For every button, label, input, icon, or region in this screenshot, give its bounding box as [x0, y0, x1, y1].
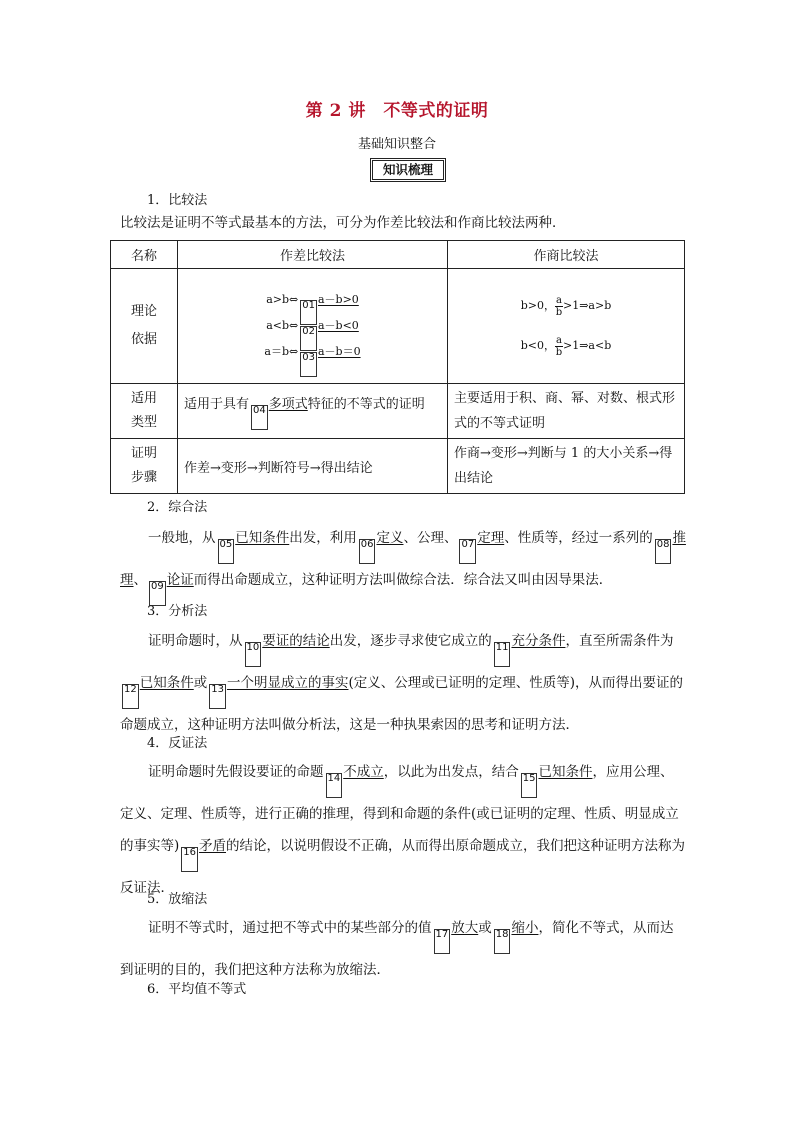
row-label-steps: 证明 步骤 [111, 439, 178, 494]
fill-answer: 放大 [451, 920, 479, 936]
diff-line-1: a>b⇔ 01 a－b>0 [184, 287, 441, 313]
comparison-table [110, 240, 685, 494]
page-title: 第 2 讲 不等式的证明 [305, 101, 489, 121]
blank-number: 11 [494, 642, 511, 667]
blank-number: 07 [459, 539, 476, 564]
blank-number: 04 [251, 405, 268, 430]
row-label-applicable: 适用 类型 [111, 384, 178, 439]
synthesis-paragraph: 一般地，从 05 已知条件出发，利用 06 定义、公理、 07 定理、性质等，经过一系列的 08 推理、 09 论证而得出命题成立，这种证明方法叫做综合法．综合法又叫由因导果法． [120, 522, 686, 606]
blank-number: 15 [521, 773, 538, 798]
quot-applicable-cell: 主要适用于积、商、幂、对数、根式形式的不等式证明 [448, 384, 685, 439]
heading-contradiction-method: 4．反证法 [147, 736, 208, 751]
fill-answer: 已知条件 [235, 530, 290, 546]
blank-number: 13 [209, 684, 226, 709]
heading-comparison-method: 1．比较法 [147, 193, 208, 208]
heading-scaling-method: 5．放缩法 [147, 892, 208, 907]
fill-answer: 缩小 [511, 920, 539, 936]
blank-number: 18 [494, 929, 511, 954]
fill-answer: 定义 [376, 530, 404, 546]
quot-steps-cell: 作商→变形→判断与 1 的大小关系→得出结论 [448, 439, 685, 494]
fill-answer: 多项式 [268, 396, 308, 412]
blank-number: 09 [149, 581, 166, 606]
blank-number: 02 [300, 326, 317, 351]
blank-number: 03 [300, 352, 317, 377]
blank-number: 17 [434, 929, 451, 954]
row-label-basis: 理论 依据 [111, 269, 178, 384]
blank-number: 05 [218, 539, 235, 564]
quot-line-1: b>0， $\frac{a}{b}$ >1⇒a>b [520, 294, 612, 318]
header-name: 名称 [111, 241, 178, 269]
fill-answer: 矛盾 [199, 838, 227, 854]
diff-basis-cell [178, 269, 448, 384]
comparison-intro: 比较法是证明不等式最基本的方法，可分为作差比较法和作商比较法两种． [120, 215, 566, 231]
diff-line-2: a<b⇔ 02 a－b<0 [184, 313, 441, 339]
blank-number: 16 [181, 847, 198, 872]
blank-number: 08 [655, 539, 672, 564]
table-header-row [111, 241, 685, 269]
analysis-paragraph: 证明命题时，从 10 要证的结论出发，逐步寻求使它成立的 11 充分条件，直至所需条件为12 已知条件或 13 一个明显成立的事实(定义、公理或已证明的定理、性质等)，从而得出要证的命题成立，这种证明方法叫做分析法，这是一种执果索因的思考和证明方法． [120, 633, 684, 733]
fill-answer: 一个明显成立的事实 [226, 675, 349, 691]
fill-answer: 要证的结论 [262, 633, 330, 649]
fill-answer: 充分条件 [511, 633, 566, 649]
header-diff: 作差比较法 [178, 241, 448, 269]
table-row-applicable [111, 384, 685, 439]
boxed-heading: 知识梳理 [372, 160, 444, 180]
heading-mean-inequality: 6．平均值不等式 [147, 982, 247, 997]
fraction: $\frac{a}{b}$ [555, 334, 563, 358]
fill-answer: 已知条件 [139, 675, 194, 691]
blank-number: 12 [122, 684, 139, 709]
diff-steps-cell: 作差→变形→判断符号→得出结论 [178, 439, 448, 494]
quot-line-2: b<0， $\frac{a}{b}$ >1⇒a<b [520, 334, 612, 358]
fill-answer: 不成立 [343, 764, 384, 780]
fill-answer: 论证 [166, 572, 194, 588]
blank-number: 06 [359, 539, 376, 564]
blank-number: 10 [245, 642, 262, 667]
scaling-paragraph: 证明不等式时，通过把不等式中的某些部分的值 17 放大或 18 缩小，简化不等式，从而达到证明的目的，我们把这种方法称为放缩法． [120, 920, 674, 978]
table-row-steps [111, 439, 685, 494]
header-quot: 作商比较法 [448, 241, 685, 269]
diff-line-3: a＝b⇔ 03 a－b＝0 [184, 339, 441, 365]
contradiction-paragraph: 证明命题时先假设要证的命题 14 不成立，以此为出发点，结合 15 已知条件，应用公理、定义、定理、性质等，进行正确的推理，得到和命题的条件(或已证明的定理、性质、明显成立的事实等) 16 矛盾的结论，以说明假设不正确，从而得出原命题成立，我们把这种证明方法称为反证法． [120, 764, 686, 896]
fraction: $\frac{a}{b}$ [555, 294, 563, 318]
heading-synthesis-method: 2．综合法 [147, 500, 208, 515]
heading-analysis-method: 3．分析法 [147, 604, 208, 619]
section-subtitle: 基础知识整合 [357, 137, 436, 152]
blank-number: 01 [300, 300, 317, 325]
diff-applicable-cell: 适用于具有 04 多项式特征的不等式的证明 [178, 384, 448, 439]
fill-answer: 推理 [120, 530, 686, 588]
fill-answer: a－b<0 [317, 319, 359, 332]
fill-answer: 定理 [477, 530, 505, 546]
fill-answer: a－b＝0 [317, 345, 361, 358]
fill-answer: a－b>0 [317, 293, 359, 306]
blank-number: 14 [326, 773, 343, 798]
table-row-basis [111, 269, 685, 384]
quot-basis-cell [448, 269, 685, 384]
fill-answer: 已知条件 [538, 764, 593, 780]
